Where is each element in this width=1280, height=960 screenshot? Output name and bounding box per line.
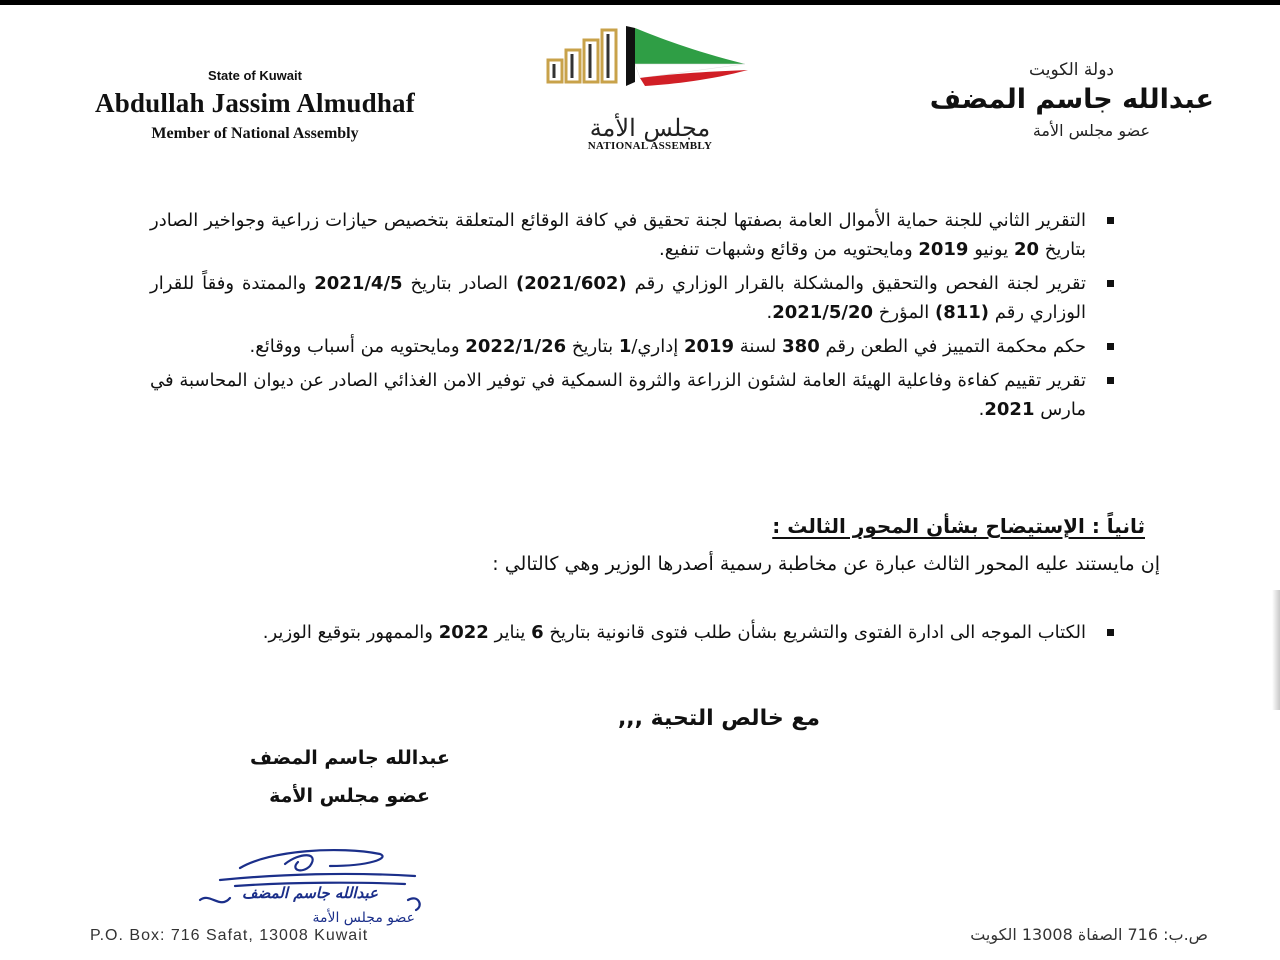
- correspondence-list: [150, 618, 1120, 652]
- intro-paragraph: إن مايستند عليه المحور الثالث عبارة عن مخاطبة رسمية أصدرها الوزير وهي كالتالي :: [492, 553, 1160, 575]
- handwritten-signature: [180, 840, 440, 940]
- section-heading: ثانياً : الإستيضاح بشأن المحور الثالث :: [772, 514, 1145, 538]
- closing-greeting: مع خالص التحية ,,,: [617, 706, 820, 731]
- bullet-square-icon: [1107, 217, 1114, 224]
- header-ar-state: دولة الكويت: [1029, 60, 1114, 80]
- references-list: [150, 206, 1120, 429]
- logo-arabic-text: مجلس الأمة: [589, 114, 711, 142]
- scan-edge-shadow: [1272, 590, 1280, 710]
- assembly-emblem-icon: [540, 20, 760, 120]
- bullet-square-icon: [1107, 377, 1114, 384]
- national-assembly-logo: [540, 20, 760, 155]
- header-en-state: State of Kuwait: [208, 68, 302, 83]
- header-arabic: [854, 60, 1214, 140]
- list-item: تقرير تقييم كفاءة وفاعلية الهيئة العامة لشئون الزراعة والثروة السمكية في توفير الامن الغذائي الصادر عن ديوان المحاسبة في مارس 2021.: [150, 366, 1120, 424]
- signatory-name: عبدالله جاسم المضف: [249, 747, 450, 769]
- list-item: تقرير لجنة الفحص والتحقيق والمشكلة بالقرار الوزاري رقم (2021/602) الصادر بتاريخ 2021/4/5 والممتدة وفقاً للقرار الوزاري رقم (811) المؤرخ 2021/5/20.: [150, 269, 1120, 327]
- signature-stamp-role: عضو مجلس الأمة: [312, 910, 415, 926]
- logo-english-text: NATIONAL ASSEMBLY: [587, 140, 713, 152]
- signature-stamp-name: عبدالله جاسم المضف: [242, 884, 378, 902]
- list-item: التقرير الثاني للجنة حماية الأموال العامة بصفتها لجنة تحقيق في كافة الوقائع المتعلقة بتخصيص حيازات زراعية وجواخير الصادر بتاريخ 20 يونيو 2019 ومايحتويه من وقائع وشبهات تنفيع.: [150, 206, 1120, 264]
- list-item: حكم محكمة التمييز في الطعن رقم 380 لسنة 2019 إداري/1 بتاريخ 2022/1/26 ومايحتويه من أسباب ووقائع.: [150, 332, 1120, 361]
- bullet-square-icon: [1107, 343, 1114, 350]
- top-edge-bar: [0, 0, 1280, 5]
- header-en-role: Member of National Assembly: [151, 124, 359, 142]
- list-item: الكتاب الموجه الى ادارة الفتوى والتشريع بشأن طلب فتوى قانونية بتاريخ 6 يناير 2022 والممهور بتوقيع الوزير.: [150, 618, 1120, 647]
- header-ar-name: عبدالله جاسم المضف: [929, 84, 1214, 115]
- footer-address-english: P.O. Box: 716 Safat, 13008 Kuwait: [90, 927, 369, 944]
- footer-address-arabic: ص.ب: 716 الصفاة 13008 الكويت: [970, 925, 1208, 944]
- bullet-square-icon: [1107, 280, 1114, 287]
- header-en-name: Abdullah Jassim Almudhaf: [95, 88, 415, 118]
- bullet-square-icon: [1107, 629, 1114, 636]
- header-ar-role: عضو مجلس الأمة: [1032, 121, 1150, 140]
- header-english: [20, 68, 490, 143]
- signatory-role: عضو مجلس الأمة: [269, 785, 430, 807]
